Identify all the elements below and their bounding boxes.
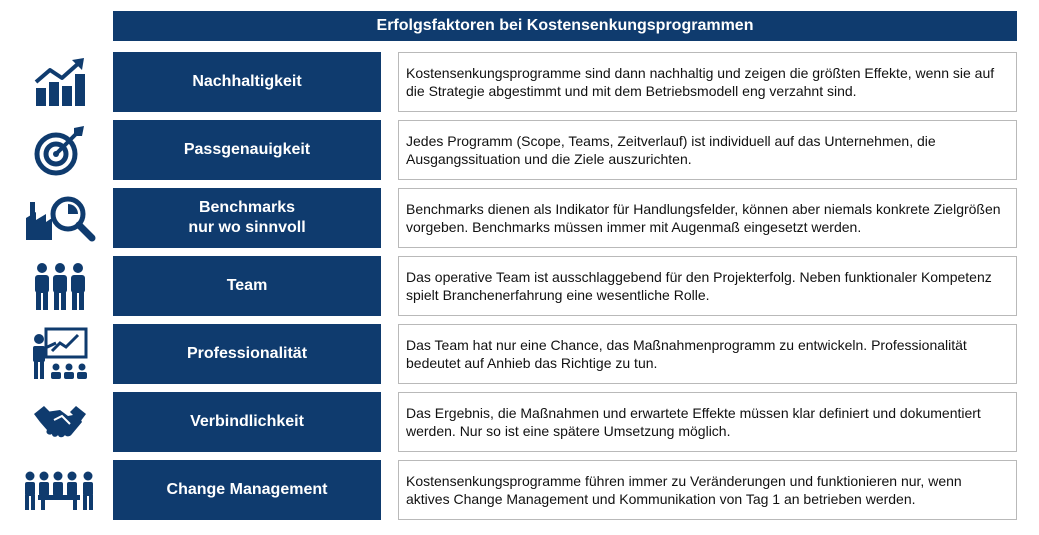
factor-description bbox=[398, 392, 1017, 452]
team-icon bbox=[22, 256, 98, 316]
factor-row bbox=[0, 120, 1039, 180]
factor-label: Passgenauigkeit bbox=[113, 120, 381, 180]
factor-description bbox=[398, 256, 1017, 316]
meeting-icon bbox=[22, 460, 98, 520]
factor-label: Verbindlichkeit bbox=[113, 392, 381, 452]
presenter-icon bbox=[22, 324, 98, 384]
factor-description-text: Das operative Team ist ausschlaggebend für den Projekterfolg. Neben funktionaler Kompetenz spielt Branchenerfahrung eine wesentliche Rolle. bbox=[406, 269, 992, 303]
factor-label: Professionalität bbox=[113, 324, 381, 384]
factor-description bbox=[398, 460, 1017, 520]
growth-chart-icon bbox=[22, 52, 98, 112]
factor-description bbox=[398, 324, 1017, 384]
factory-magnifier-icon bbox=[22, 188, 98, 248]
factor-description-text: Jedes Programm (Scope, Teams, Zeitverlauf) ist individuell auf das Unternehmen, die Ausgangssituation und die Ziele auszurichten. bbox=[406, 133, 936, 167]
factor-row bbox=[0, 188, 1039, 248]
page-title: Erfolgsfaktoren bei Kostensenkungsprogrammen bbox=[113, 11, 1017, 41]
factor-description-text: Kostensenkungsprogramme sind dann nachhaltig und zeigen die größten Effekte, wenn sie auf die Strategie abgestimmt und mit dem Betriebsmodell eng verzahnt sind. bbox=[406, 65, 995, 99]
factor-description-text: Das Team hat nur eine Chance, das Maßnahmenprogramm zu entwickeln. Professionalität bedeutet auf Anhieb das Richtige zu tun. bbox=[406, 337, 967, 371]
factor-description-text: Benchmarks dienen als Indikator für Handlungsfelder, können aber niemals konkrete Zielgrößen vorgeben. Benchmarks müssen immer mit Augenmaß eingesetzt werden. bbox=[406, 201, 1001, 235]
factor-row bbox=[0, 460, 1039, 520]
target-icon bbox=[22, 120, 98, 180]
factor-row bbox=[0, 256, 1039, 316]
factor-label: Change Management bbox=[113, 460, 381, 520]
factor-description bbox=[398, 188, 1017, 248]
factor-row bbox=[0, 392, 1039, 452]
factor-description bbox=[398, 120, 1017, 180]
factor-description bbox=[398, 52, 1017, 112]
factor-label: Team bbox=[113, 256, 381, 316]
factor-description-text: Kostensenkungsprogramme führen immer zu Veränderungen und funktionieren nur, wenn aktives Change Management und Kommunikation von Tag 1 an betrieben werden. bbox=[406, 473, 962, 507]
handshake-icon bbox=[22, 392, 98, 452]
factor-row bbox=[0, 324, 1039, 384]
factor-label: Nachhaltigkeit bbox=[113, 52, 381, 112]
factor-label: Benchmarks nur wo sinnvoll bbox=[113, 188, 381, 248]
factor-description-text: Das Ergebnis, die Maßnahmen und erwartete Effekte müssen klar definiert und dokumentiert werden. Nur so ist eine spätere Umsetzung möglich. bbox=[406, 405, 981, 439]
factor-row bbox=[0, 52, 1039, 112]
